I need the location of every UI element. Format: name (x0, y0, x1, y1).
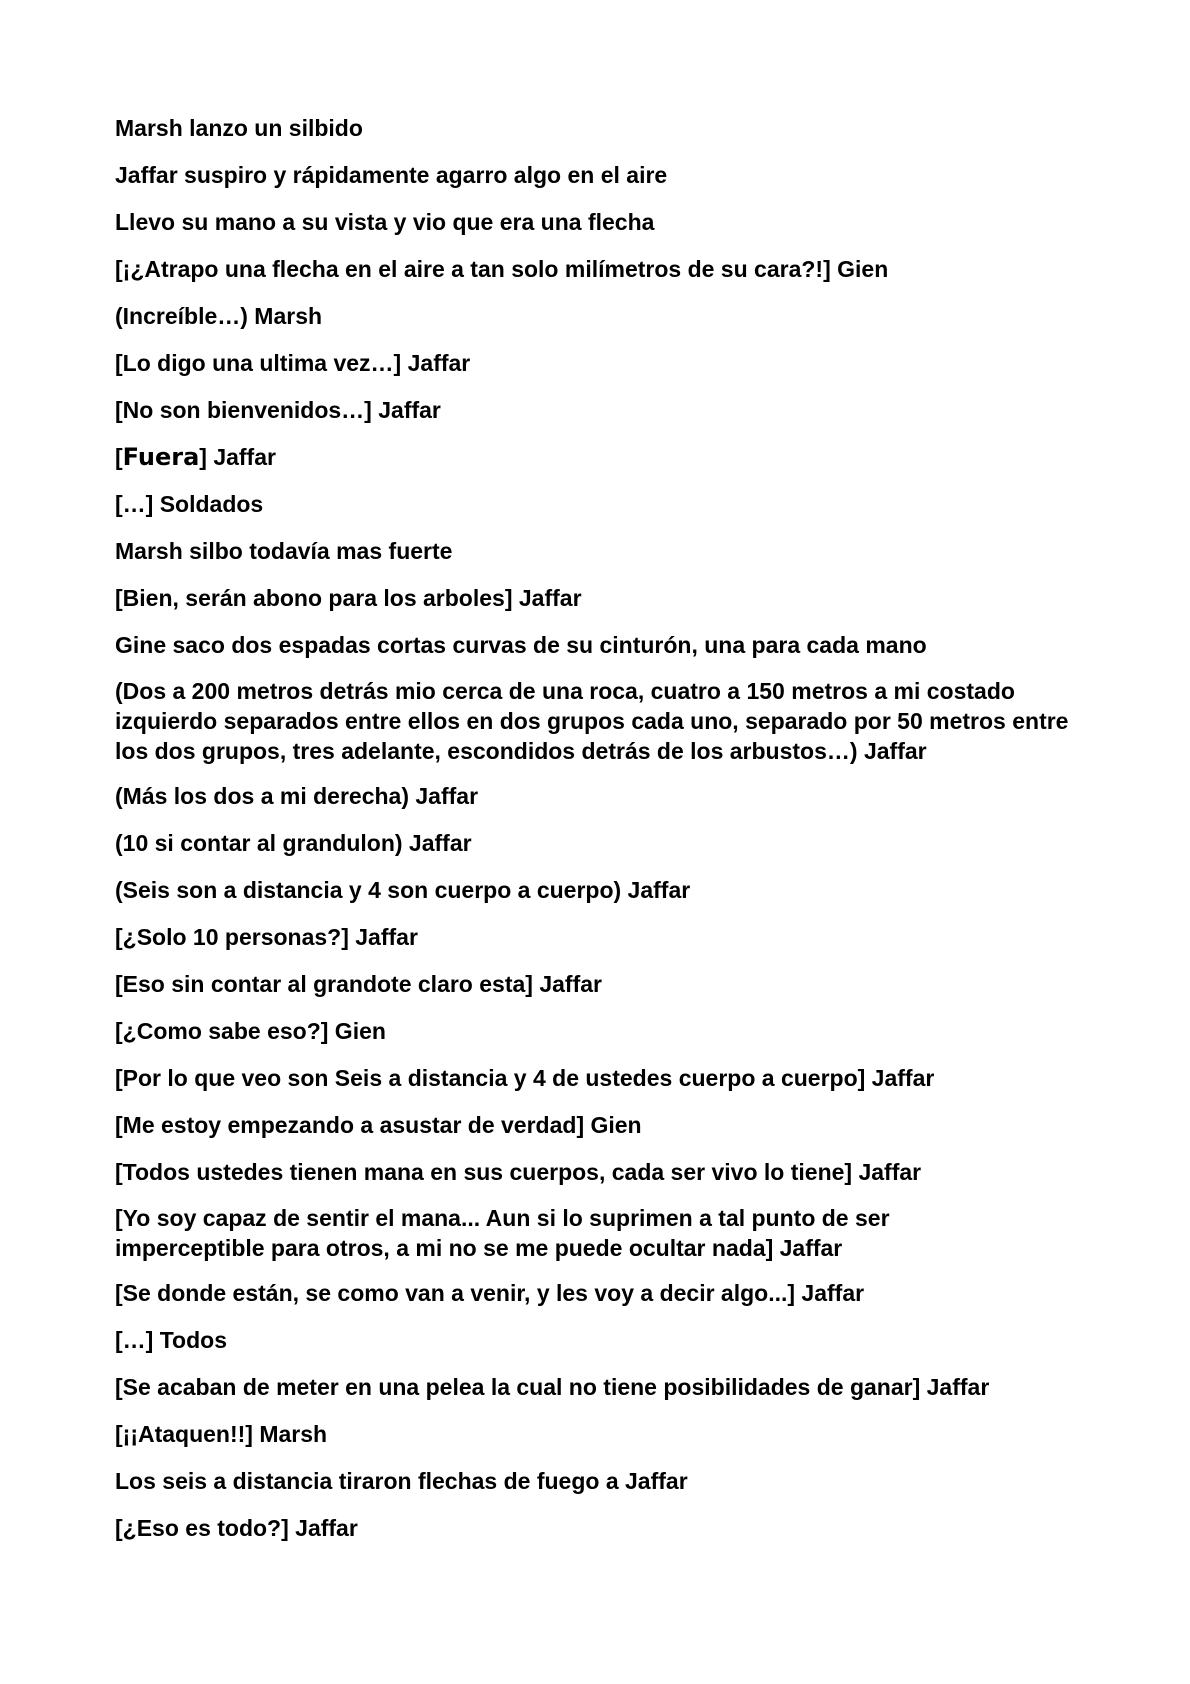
text-line: […] Todos (115, 1327, 227, 1353)
text-line: (10 si contar al grandulon) Jaffar (115, 830, 472, 856)
text-line: [¡¿Atrapo una flecha en el aire a tan solo milímetros de su cara?!] Gien (115, 256, 889, 282)
bracket-open: [ (115, 444, 123, 470)
bracket-close-speaker: ] Jaffar (199, 444, 276, 470)
text-line: Los seis a distancia tiraron flechas de fuego a Jaffar (115, 1468, 688, 1494)
text-line: Marsh lanzo un silbido (115, 115, 363, 141)
text-paragraph: [Yo soy capaz de sentir el mana... Aun si lo suprimen a tal punto de ser imperceptible para otros, a mi no se me puede ocultar nada] Jaffar (115, 1205, 890, 1261)
text-line: [Por lo que veo son Seis a distancia y 4 de ustedes cuerpo a cuerpo] Jaffar (115, 1065, 935, 1091)
emphasized-word: Fuera (122, 443, 200, 471)
text-line: […] Soldados (115, 491, 264, 517)
text-line: [¡¡Ataquen!!] Marsh (115, 1421, 328, 1447)
text-line: (Increíble…) Marsh (115, 303, 323, 329)
text-line: [Bien, serán abono para los arboles] Jaffar (115, 585, 582, 611)
text-line: [¿Eso es todo?] Jaffar (115, 1515, 358, 1541)
text-line: Gine saco dos espadas cortas curvas de su cinturón, una para cada mano (115, 632, 927, 658)
text-line: [Eso sin contar al grandote claro esta] Jaffar (115, 971, 602, 997)
text-line: Jaffar suspiro y rápidamente agarro algo en el aire (115, 162, 668, 188)
text-line: [¿Como sabe eso?] Gien (115, 1018, 386, 1044)
text-line: (Más los dos a mi derecha) Jaffar (115, 783, 479, 809)
text-line: Marsh silbo todavía mas fuerte (115, 538, 453, 564)
text-line: (Seis son a distancia y 4 son cuerpo a cuerpo) Jaffar (115, 877, 691, 903)
text-line: [Me estoy empezando a asustar de verdad] Gien (115, 1112, 642, 1138)
text-line: Llevo su mano a su vista y vio que era una flecha (115, 209, 655, 235)
document-body (115, 112, 1075, 1559)
text-line: [No son bienvenidos…] Jaffar (115, 397, 441, 423)
text-line-fuera (115, 441, 1075, 474)
text-paragraph: (Dos a 200 metros detrás mio cerca de una roca, cuatro a 150 metros a mi costado izquierdo separados entre ellos en dos grupos cada uno, separado por 50 metros entre los dos grupos, tres adelante, escondidos detrás de los arbustos…) Jaffar (115, 678, 1069, 764)
text-line: [Se acaban de meter en una pelea la cual no tiene posibilidades de ganar] Jaffar (115, 1374, 990, 1400)
text-line: [Todos ustedes tienen mana en sus cuerpos, cada ser vivo lo tiene] Jaffar (115, 1159, 922, 1185)
text-line: [¿Solo 10 personas?] Jaffar (115, 924, 418, 950)
text-line: [Se donde están, se como van a venir, y les voy a decir algo...] Jaffar (115, 1280, 865, 1306)
text-line: [Lo digo una ultima vez…] Jaffar (115, 350, 471, 376)
